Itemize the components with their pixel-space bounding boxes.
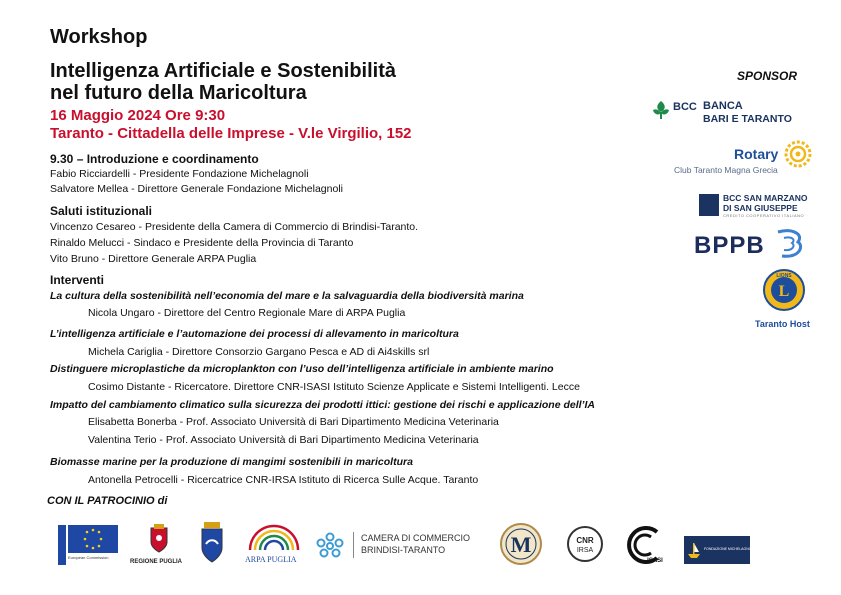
regione-label: REGIONE PUGLIA	[130, 559, 183, 565]
isasi-label: ISASI	[647, 558, 663, 564]
talk-speaker: Antonella Petrocelli - Ricercatrice CNR-IRSA Istituto di Ricerca Sulle Acque. Taranto	[88, 474, 479, 486]
intro-heading: 9.30 – Introduzione e coordinamento	[50, 152, 259, 166]
fondazione-label: FONDAZIONE MICHELAGNOLI	[704, 547, 755, 551]
m-seal-icon	[500, 523, 542, 565]
eu-flag-icon	[68, 525, 118, 553]
talk-title: Biomasse marine per la produzione di mangimi sostenibili in maricoltura	[50, 456, 413, 468]
fondazione-ship-icon	[686, 540, 702, 560]
arpa-label: ARPA PUGLIA	[245, 555, 297, 564]
isasi-icon	[621, 524, 667, 566]
m-letter: M	[510, 532, 532, 557]
saluti-heading: Saluti istituzionali	[50, 204, 153, 218]
lions-sub: Taranto Host	[755, 319, 810, 329]
svg-text:L: L	[778, 283, 790, 300]
camera-label-2: BRINDISI-TARANTO	[361, 545, 446, 555]
lions-emblem-text: LIONS	[776, 273, 792, 279]
rotary-sub: Club Taranto Magna Grecia	[674, 165, 778, 175]
bcc2-line-3: CREDITO COOPERATIVO ITALIANO	[723, 213, 805, 218]
provincia-taranto-crest	[200, 522, 224, 564]
bcc-san-marzano-logo	[699, 193, 819, 219]
intro-line: Fabio Ricciardelli - Presidente Fondazione Michelagnoli	[50, 168, 309, 180]
camera-label-1: CAMERA DI COMMERCIO	[361, 533, 471, 543]
bcc-mark: BCC	[673, 101, 697, 113]
title-line-1: Intelligenza Artificiale e Sostenibilità	[50, 60, 397, 82]
rotary-logo	[672, 138, 817, 178]
camera-dots-icon	[315, 532, 345, 560]
cnr-irsa-logo	[566, 525, 604, 563]
cnr-label-2: IRSA	[576, 547, 594, 554]
arpa-puglia-logo	[243, 522, 305, 568]
talk-speaker: Valentina Terio - Prof. Associato Università di Bari Dipartimento Medicina Veterinaria	[88, 434, 479, 446]
bcc2-line-2: DI SAN GIUSEPPE	[723, 203, 798, 213]
bppb-name: BPPB	[694, 232, 765, 259]
talk-title: Distinguere microplastiche da microplankton con l’uso dell’intelligenza artificiale in ambiente marino	[50, 363, 554, 375]
event-date: 16 Maggio 2024 Ore 9:30	[50, 107, 226, 124]
cnr-irsa-icon	[566, 525, 604, 563]
lions-emblem-icon	[762, 268, 806, 312]
bcc2-line-1: BCC SAN MARZANO	[723, 193, 808, 203]
saluti-line: Vito Bruno - Direttore Generale ARPA Puglia	[50, 253, 257, 265]
interventi-heading: Interventi	[50, 273, 105, 287]
talk-title: La cultura della sostenibilità nell’economia del mare e la salvaguardia della biodiversità marina	[50, 290, 524, 302]
event-venue: Taranto - Cittadella delle Imprese - V.le Virgilio, 152	[50, 125, 412, 142]
provincia-crest-icon	[200, 522, 224, 564]
talk-speaker: Cosimo Distante - Ricercatore. Direttore CNR-ISASI Istituto Scienze Applicate e Sistemi Intelligenti. Lecce	[88, 381, 580, 393]
talk-title: Impatto del cambiamento climatico sulla sicurezza dei prodotti ittici: gestione dei rischi e applicazione dell’IA	[50, 399, 595, 411]
bcc-leaf-icon	[651, 100, 671, 120]
rotary-name: Rotary	[734, 146, 779, 162]
cnr-label-1: CNR	[576, 536, 594, 545]
talk-title: L’intelligenza artificiale e l’automazione dei processi di allevamento in maricoltura	[50, 328, 459, 340]
arpa-rainbow-icon	[246, 522, 302, 552]
saluti-line: Rinaldo Melucci - Sindaco e Presidente della Provincia di Taranto	[50, 237, 354, 249]
talk-speaker: Nicola Ungaro - Direttore del Centro Regionale Mare di ARPA Puglia	[88, 307, 406, 319]
eu-label: European Commission	[68, 555, 109, 560]
m-seal-logo	[500, 523, 542, 565]
camera-commercio-logo	[315, 530, 490, 562]
sponsor-title: SPONSOR	[737, 69, 798, 83]
bcc-square-icon	[699, 194, 719, 216]
bppb-logo	[694, 226, 814, 262]
lions-logo	[750, 268, 820, 332]
patrocinio-title: CON IL PATROCINIO di	[47, 495, 168, 507]
talk-speaker: Elisabetta Bonerba - Prof. Associato Università di Bari Dipartimento Medicina Veterinaria	[88, 416, 499, 428]
eu-commission-logo	[58, 525, 118, 565]
talk-speaker: Michela Cariglia - Direttore Consorzio Gargano Pesca e AD di Ai4skills srl	[88, 346, 430, 358]
intro-line: Salvatore Mellea - Direttore Generale Fondazione Michelagnoli	[50, 183, 343, 195]
regione-puglia-logo	[130, 524, 190, 570]
bcc-name-1: BANCA	[703, 100, 743, 112]
isasi-logo	[621, 524, 667, 566]
kicker: Workshop	[50, 26, 148, 48]
bcc-bari-taranto-logo	[651, 98, 821, 128]
regione-crest-icon	[148, 524, 170, 554]
title-line-2: nel futuro della Maricoltura	[50, 82, 307, 104]
fondazione-michelagnoli-logo	[684, 536, 755, 564]
bcc-name-2: BARI E TARANTO	[703, 113, 792, 125]
saluti-line: Vincenzo Cesareo - Presidente della Camera di Commercio di Brindisi-Taranto.	[50, 221, 419, 233]
rotary-wheel-icon	[784, 140, 812, 168]
bppb-wave-icon	[774, 226, 808, 260]
